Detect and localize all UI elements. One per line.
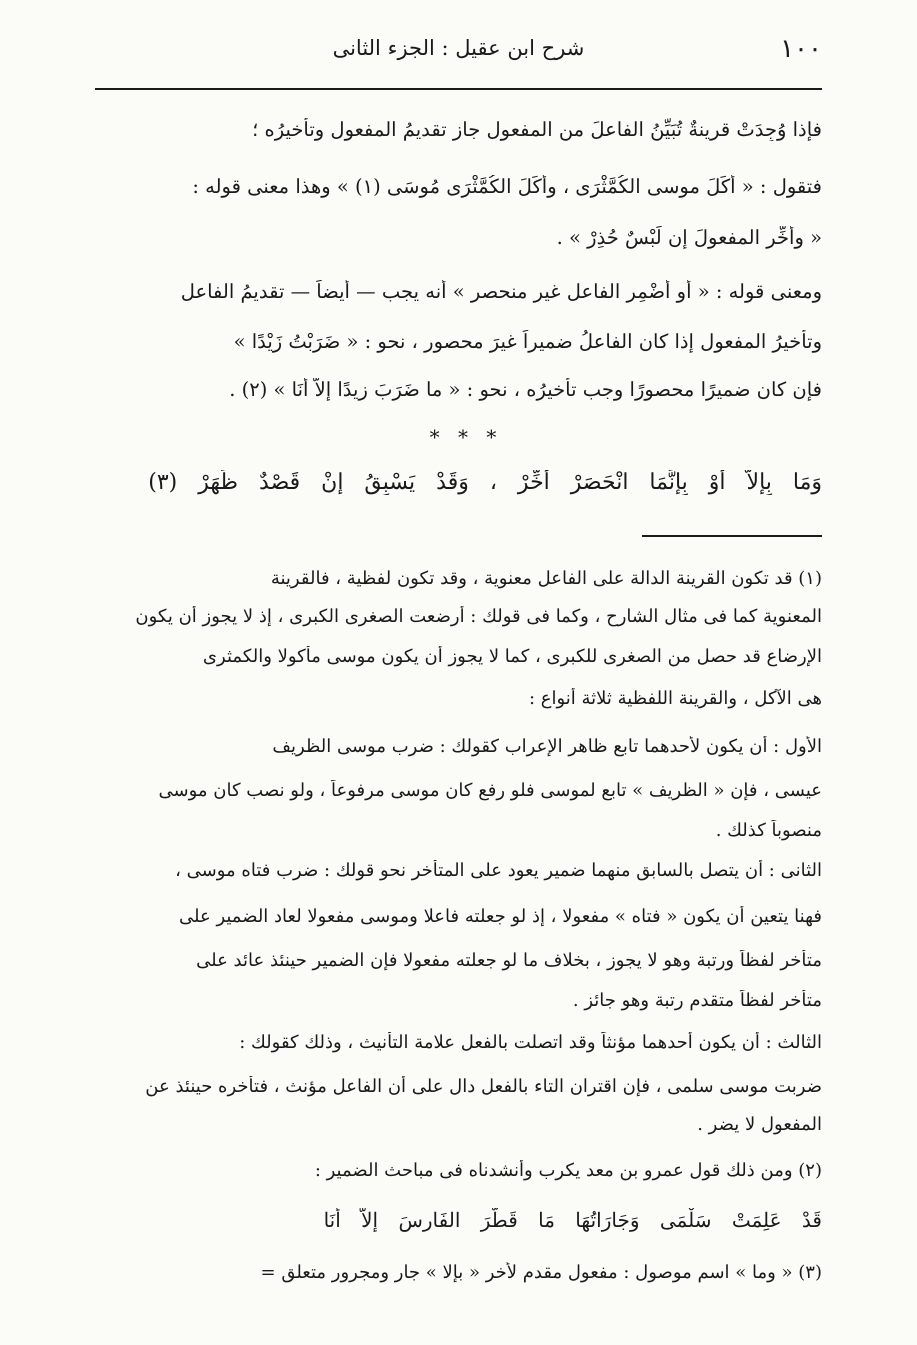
footnote-rule [642,535,822,537]
page-header [95,30,822,70]
footnote-line: متأخر لفظاً متقدم رتبة وهو جائز . [572,990,822,1011]
footnote-line: عيسى ، فإن « الظريف » تابع لموسى فلو رفع كان موسى مرفوعاً ، ولو نصب كان موسى [158,780,822,801]
footnote-line: (٣) « وما » اسم موصول : مفعول مقدم لأخر « بإلا » جار ومجرور متعلق = [260,1262,822,1283]
footnote-line: الإرضاع قد حصل من الصغرى للكبرى ، كما لا يجوز أن يكون موسى مأكولا والكمثرى [202,646,822,667]
footnote-line: المعنوية كما فى مثال الشارح ، وكما فى قولك : أرضعت الصغرى الكبرى ، إذ لا يجوز أن يكون [135,606,822,627]
body-line: وتأخيرُ المفعولِ إذا كان الفاعلُ ضميراً غيرَ محصور ، نحو : « ضَرَبْتُ زَيْدًا » [233,330,822,353]
body-line: فإن كان ضميرًا محصورًا وجب تأخيرُه ، نحو : « ما ضَرَبَ زيدًا إلاّ أَنَا » (٢) . [229,378,822,401]
header-rule [95,88,822,90]
verse-line: وَمَا بِإِلاَّ أَوْ بِإِنَّمَا انْحَصَرْ أَخِّرْ ، وَقَدْ يَسْبِقُ إنْ قَصْدٌ ظَهَرْ (٣) [148,470,822,495]
body-line: « وأَخِّرِ المفعولَ إن لَبْسٌ حُذِرْ » . [556,226,822,249]
footnote-line: هى الآكل ، والقرينة اللفظية ثلاثة أنواع : [528,688,822,709]
body-line: فتقول : « أَكَلَ موسى الكُمَّثْرَى ، وأَكَلَ الكُمَّثْرَى مُوسَى (١) » وهذا معنى قوله : [192,175,822,198]
footnote-line: فهنا يتعين أن يكون « فتاه » مفعولا ، إذ لو جعلته فاعلا وموسى مفعولا لعاد الضمير على [179,906,822,927]
page-number: ١٠٠ [780,34,822,64]
footnote-line: الثانى : أن يتصل بالسابق منهما ضمير يعود على المتأخر نحو قولك : ضرب فتاه موسى ، [175,860,822,881]
body-line: فإذا وُجِدَتْ قرينةٌ تُبَيِّنُ الفاعلَ من المفعولِ جاز تقديمُ المفعولِ وتأخيرُه ؛ [252,118,822,141]
body-line: ومعنى قوله : « أو أُضْمِر الفاعل غير منحصر » أنه يجب — أيضاً — تقديمُ الفاعل [180,280,822,303]
footnote-line: (١) قد تكون القرينة الدالة على الفاعل معنوية ، وقد تكون لفظية ، فالقرينة [270,568,822,589]
footnote-verse: قَدْ عَلِمَتْ سَلْمَى وَجَارَاتُهَا مَا قَطَّرَ الفَارِسَ إلاَّ أَنَا [323,1208,822,1232]
footnote-line: ضربت موسى سلمى ، فإن اقتران التاء بالفعل دال على أن الفاعل مؤنث ، فتأخره حينئذ عن [145,1076,822,1097]
footnote-line: الأول : أن يكون لأحدهما تابع ظاهر الإعراب كقولك : ضرب موسى الظريف [272,736,822,757]
footnote-line: متأخر لفظاً ورتبة وهو لا يجوز ، بخلاف ما لو جعلته مفعولا فإن الضمير حينئذ عائد على [196,950,822,971]
footnote-line: (٢) ومن ذلك قول عمرو بن معد يكرب وأنشدناه فى مباحث الضمير : [314,1160,822,1181]
footnote-line: المفعول لا يضر . [697,1114,822,1135]
footnote-line: الثالث : أن يكون أحدهما مؤنثاً وقد اتصلت بالفعل علامة التأنيث ، وذلك كقولك : [239,1032,822,1053]
footnote-line: منصوباً كذلك . [715,820,822,841]
section-separator: * * * [429,425,503,449]
running-title: شرح ابن عقيل : الجزء الثانى [332,36,585,60]
